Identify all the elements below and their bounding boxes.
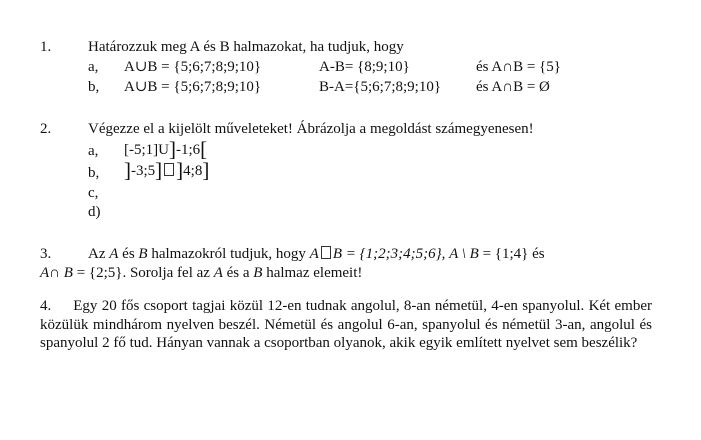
- problem-2d-label: d): [88, 204, 101, 220]
- problem-4-text: Egy 20 fős csoport tagjai közül 12-en tudnak angolul, 8-an németül, 4-en spanyolul. Két ember közülük mindhárom nyelven beszél. Németül és angolul 6-an, spanyolul és németül 3-an, angolul és spanyolul 2 fő tud. Hányan vannak a csoportban olyanok, akik egyik említett nyelvet sem beszélik?: [40, 298, 652, 351]
- problem-1a-intersection: és A∩B = {5}: [476, 59, 561, 75]
- problem-2b-close-bracket-2: ]: [202, 158, 210, 182]
- problem-2a-interval-2: -1;6: [176, 142, 201, 158]
- problem-1-number: 1.: [40, 39, 52, 55]
- problem-1b-label: b,: [88, 79, 100, 95]
- problem-2b-open-bracket-1: ]: [124, 158, 131, 182]
- problem-1b-intersection: és A∩B = Ø: [476, 79, 550, 95]
- problem-2a-interval-1: [-5;1]U: [124, 142, 169, 158]
- problem-2a-label: a,: [88, 143, 99, 159]
- problem-4-number: 4.: [40, 298, 52, 314]
- problem-2a-open-bracket: ]: [169, 137, 176, 161]
- problem-1b-union: A∪B = {5;6;7;8;9;10}: [124, 79, 262, 95]
- problem-1a-label: a,: [88, 59, 99, 75]
- problem-3-line-1: Az A és B halmazokról tudjuk, hogy A B = {1;2;3;4;5;6}, A \ B = {1;4} és: [88, 246, 545, 262]
- problem-1-text: Határozzuk meg A és B halmazokat, ha tudjuk, hogy: [88, 39, 404, 55]
- problem-3-line-2: A∩ B = {2;5}. Sorolja fel az A és a B halmaz elemeit!: [40, 265, 363, 281]
- problem-2-text: Végezze el a kijelölt műveleteket! Ábrázolja a megoldást számegyenesen!: [88, 121, 534, 137]
- problem-2b-label: b,: [88, 165, 100, 181]
- problem-1a-union: A∪B = {5;6;7;8;9;10}: [124, 59, 262, 75]
- problem-1b-difference: B-A={5;6;7;8;9;10}: [319, 79, 442, 95]
- problem-4-paragraph: [40, 297, 652, 353]
- missing-glyph-icon: [321, 246, 331, 259]
- problem-1a-difference: A-B= {8;9;10}: [319, 59, 410, 75]
- problem-2-number: 2.: [40, 121, 52, 137]
- problem-3-number: 3.: [40, 246, 52, 262]
- problem-2b-expression: [124, 158, 210, 182]
- problem-2c-label: c,: [88, 185, 99, 201]
- problem-2b-open-bracket-2: ]: [176, 158, 184, 182]
- missing-glyph-icon: [164, 163, 174, 176]
- problem-2a-close-bracket: [: [200, 137, 208, 161]
- problem-2b-interval-2: 4;8: [183, 163, 203, 179]
- problem-2b-close-bracket-1: ]: [155, 158, 163, 182]
- problem-2b-interval-1: -3;5: [131, 163, 156, 179]
- problem-2a-expression: [124, 137, 208, 161]
